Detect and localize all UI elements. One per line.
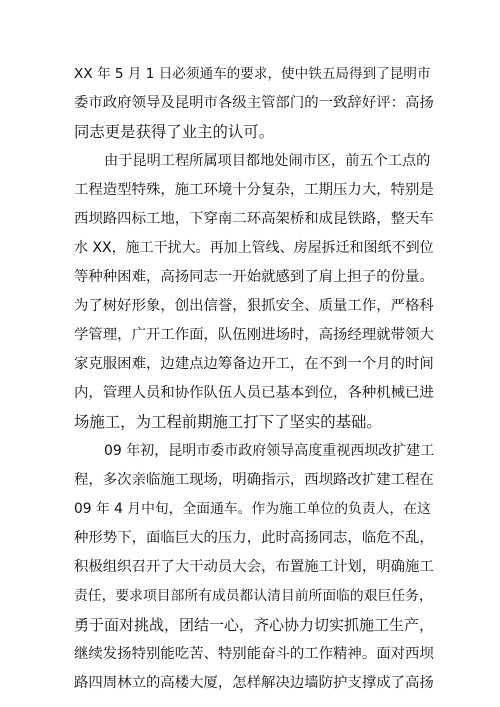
text-line: 水 XX，施工干扰大。再加上管线、房屋拆迁和图纸不到位 bbox=[74, 240, 434, 256]
text-line: 家克服困难，边建点边筹备边开工，在不到一个月的时间 bbox=[74, 356, 434, 372]
text-line: XX 年 5 月 1 日必须通车的要求，使中铁五局得到了昆明市 bbox=[74, 66, 431, 82]
text-line: 为了树好形象，创出信誉，狠抓安全、质量工作，严格科 bbox=[74, 298, 434, 314]
text-line: 同志更是获得了业主的认可。 bbox=[74, 123, 275, 141]
text-line: 积极组织召开了大干动员大会，布置施工计划，明确施工 bbox=[74, 559, 434, 575]
text-line: 程，多次亲临施工现场，明确指示，西坝路改扩建工程在 bbox=[74, 472, 434, 488]
text-line: 继续发扬特别能吃苦、特别能奋斗的工作精神。面对西坝 bbox=[74, 646, 434, 662]
text-line: 09 年 4 月中旬，全面通车。作为施工单位的负责人，在这 bbox=[74, 501, 431, 517]
text-line: 勇于面对挑战，团结一心，齐心协力切实抓施工生产， bbox=[74, 616, 435, 634]
text-line: 学管理，广开工作面，队伍刚进场时，高扬经理就带领大 bbox=[74, 327, 434, 343]
text-line: 路四周林立的高楼大厦，怎样解决边墙防护支撑成了高扬 bbox=[74, 675, 434, 691]
paragraph-first-line: 09 年初，昆明市委市政府领导高度重视西坝改扩建工 bbox=[104, 443, 435, 459]
text-line: 工程造型特殊，施工环境十分复杂，工期压力大，特别是 bbox=[74, 182, 434, 198]
text-line: 西坝路四标工地，下穿南二环高架桥和成昆铁路，整天车 bbox=[74, 211, 434, 227]
text-line: 内，管理人员和协作队伍人员已基本到位，各种机械已进 bbox=[74, 385, 434, 401]
paragraph-first-line: 由于昆明工程所属项目都地处闹市区，前五个工点的 bbox=[104, 153, 431, 169]
text-line: 种形势下，面临巨大的压力，此时高扬同志，临危不乱， bbox=[74, 530, 434, 546]
text-line: 委市政府领导及昆明市各级主管部门的一致辞好评：高扬 bbox=[74, 95, 434, 111]
text-line: 责任，要求项目部所有成员都认清目前所面临的艰巨任务， bbox=[74, 588, 433, 604]
text-line: 等种种困难，高扬同志一开始就感到了肩上担子的份量。 bbox=[74, 269, 434, 285]
text-line: 场施工，为工程前期施工打下了坚实的基础。 bbox=[74, 413, 382, 431]
